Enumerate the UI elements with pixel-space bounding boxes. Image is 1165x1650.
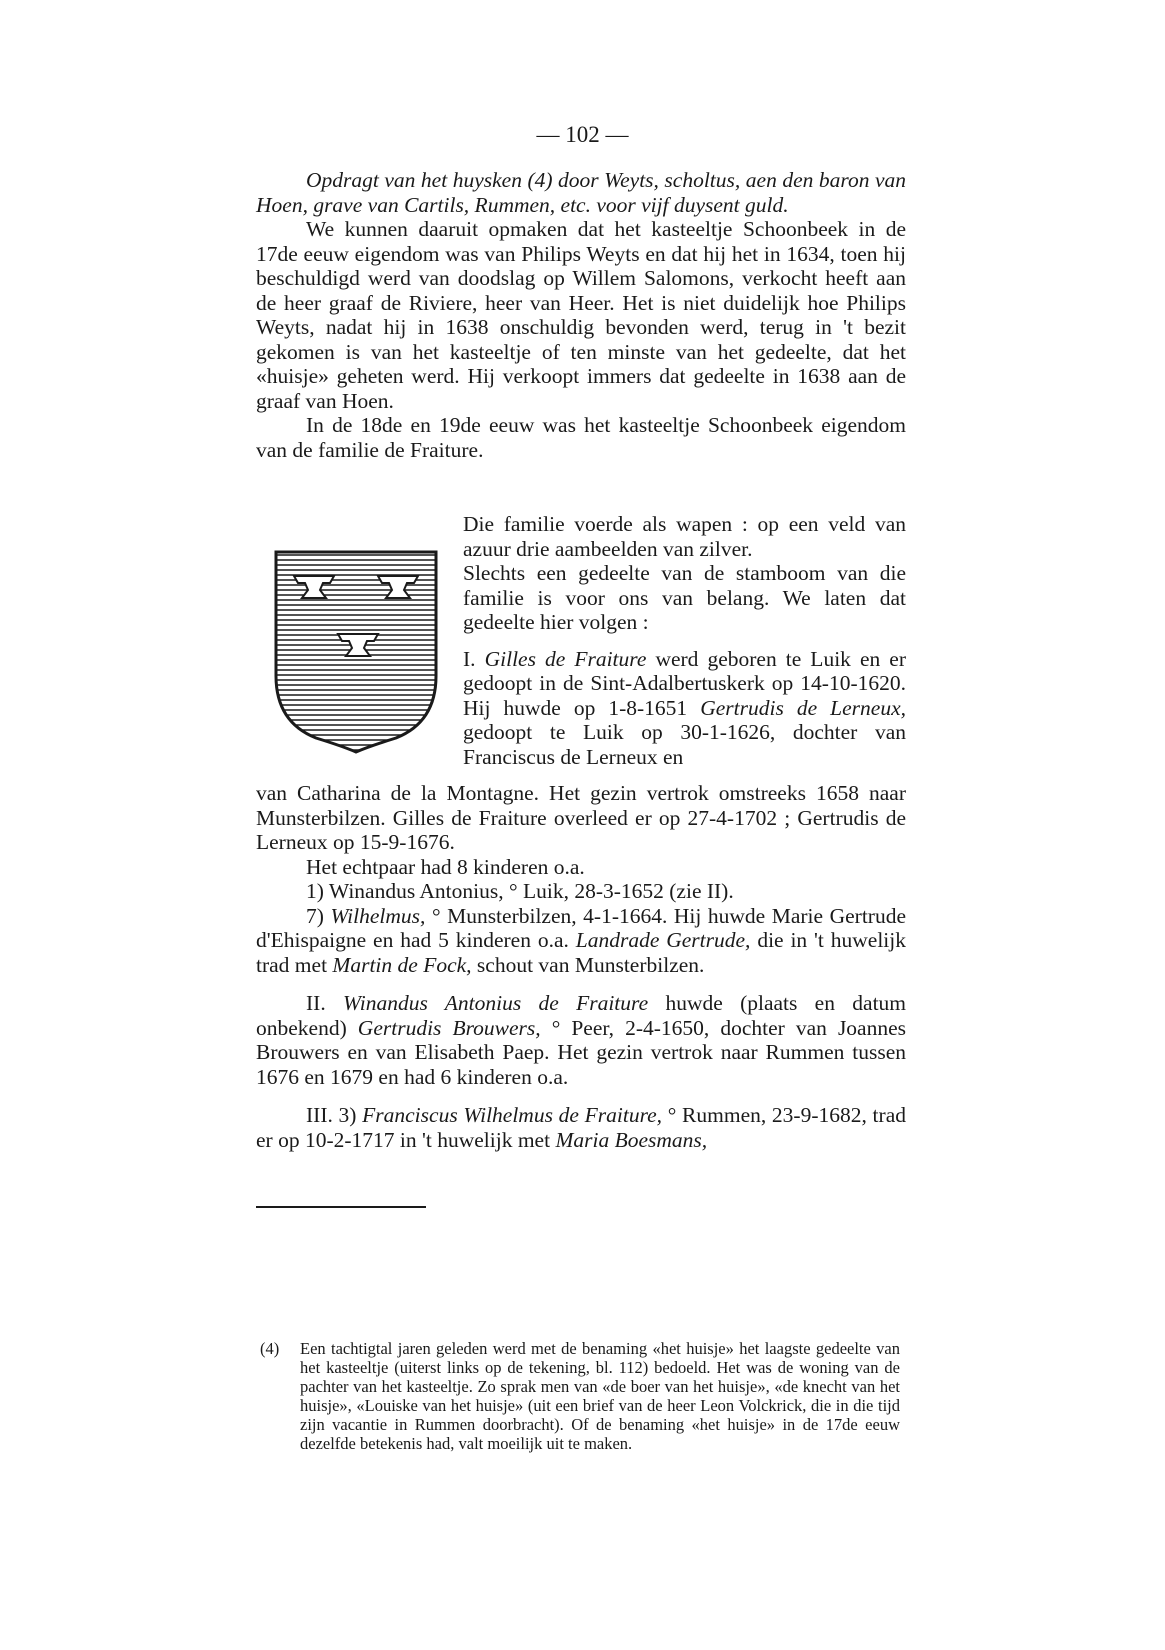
- footnote-mark: (4): [260, 1339, 280, 1358]
- stamboom-intro: Slechts een gedeelte van de stamboom van die familie is voor ons van belang. We laten dat gedeelte hier volgen :: [463, 561, 906, 634]
- person-name: Martin de Fock,: [332, 952, 472, 977]
- child-entry: 1) Winandus Antonius, ° Luik, 28-3-1652 (zie II).: [306, 879, 734, 903]
- arms-blazon: Die familie voerde als wapen : op een veld van azuur drie aambeelden van zilver.: [463, 512, 906, 561]
- page-number: — 102 —: [536, 122, 629, 147]
- person-name: Winandus Antonius de Fraiture: [343, 991, 649, 1015]
- generation-1-continued: van Catharina de la Montagne. Het gezin vertrok omstreeks 1658 naar Munsterbilzen. Gilles de Fraiture overleed er op 27-4-1702 ; Gertrudis de Lerneux op 15-9-1676.: [256, 781, 906, 854]
- quote-text: Opdragt van het huysken (4) door Weyts, scholtus, aen den baron van Hoen, grave van Cartils, Rummen, etc. voor vijf duysent guld.: [256, 168, 906, 217]
- body-paragraph: We kunnen daaruit opmaken dat het kasteeltje Schoonbeek in de 17de eeuw eigendom was van Philips Weyts en dat hij het in 1634, toen hij beschuldigd werd van doodslag op Willem Salomons, verkocht heeft aan de heer graaf de Riviere, heer van Heer. Het is niet duidelijk hoe Philips Weyts, nadat hij in 1638 onschuldig bevonden werd, terug in 't bezit gekomen is van het kasteeltje of ten minste van het gedeelte, dat het «huisje» geheten werd. Hij verkoopt immers dat gedeelte in 1638 aan de graaf van Hoen.: [256, 217, 906, 413]
- quote-paragraph: [256, 168, 906, 217]
- body-paragraph: In de 18de en 19de eeuw was het kasteeltje Schoonbeek eigendom van de familie de Fraiture.: [256, 413, 906, 462]
- footnote-rule: [256, 1206, 426, 1208]
- lower-section: [256, 781, 906, 1152]
- person-name: Landrade Gertrude,: [575, 928, 751, 952]
- child-entry: 7) Wilhelmus, ° Munsterbilzen, 4-1-1664. Hij huwde Marie Gertrude d'Ehispaigne en had 5 kinderen o.a. Landrade Gertrude, die in 't huwelijk trad met Martin de Fock, schout van Munsterbilzen.: [256, 903, 907, 977]
- footnote: [260, 1339, 900, 1453]
- person-name: Franciscus Wilhelmus de Fraiture,: [362, 1103, 663, 1127]
- person-name: Maria Boesmans,: [555, 1127, 708, 1152]
- footnote-text: Een tachtigtal jaren geleden werd met de benaming «het huisje» het laagste gedeelte van het kasteeltje (uiterst links op de tekening, bl. 112) bedoeld. Het was de woning van de pachter van het kasteeltje. Zo sprak men van «de boer van het huisje», «de knecht van het huisje», «Louiske van het huisje» (uit een brief van de heer Leon Volckrick, die in die tijd zijn vacantie in Rummen doorbracht). Of de benaming «het huisje» in de 17de eeuw dezelfde betekenis had, valt moeilijk uit te maken.: [300, 1339, 900, 1453]
- person-name: Gertrudis de Lerneux,: [700, 695, 906, 720]
- arms-description: [463, 512, 906, 769]
- generation-1: I. Gilles de Fraiture werd geboren te Luik en er gedoopt in de Sint-Adalbertuskerk op 14-10-1620. Hij huwde op 1-8-1651 Gertrudis de Lerneux, gedoopt te Luik op 30-1-1626, dochter van Franciscus de Lerneux en: [463, 646, 906, 769]
- intro-section: [256, 168, 906, 462]
- person-name: Wilhelmus,: [330, 903, 426, 928]
- generation-2: II. Winandus Antonius de Fraiture huwde (plaats en datum onbekend) Gertrudis Brouwers, ° Peer, 2-4-1650, dochter van Joannes Brouwers en van Elisabeth Paep. Het gezin vertrok naar Rummen tussen 1676 en 1679 en had 6 kinderen o.a.: [256, 991, 907, 1089]
- children-intro: Het echtpaar had 8 kinderen o.a.: [306, 854, 585, 879]
- coat-of-arms-icon: [270, 546, 442, 754]
- person-name: Gilles de Fraiture: [484, 646, 647, 671]
- person-name: Gertrudis Brouwers,: [357, 1015, 541, 1040]
- generation-3: III. 3) Franciscus Wilhelmus de Fraiture, ° Rummen, 23-9-1682, trad er op 10-2-1717 in 't huwelijk met Maria Boesmans,: [256, 1103, 906, 1152]
